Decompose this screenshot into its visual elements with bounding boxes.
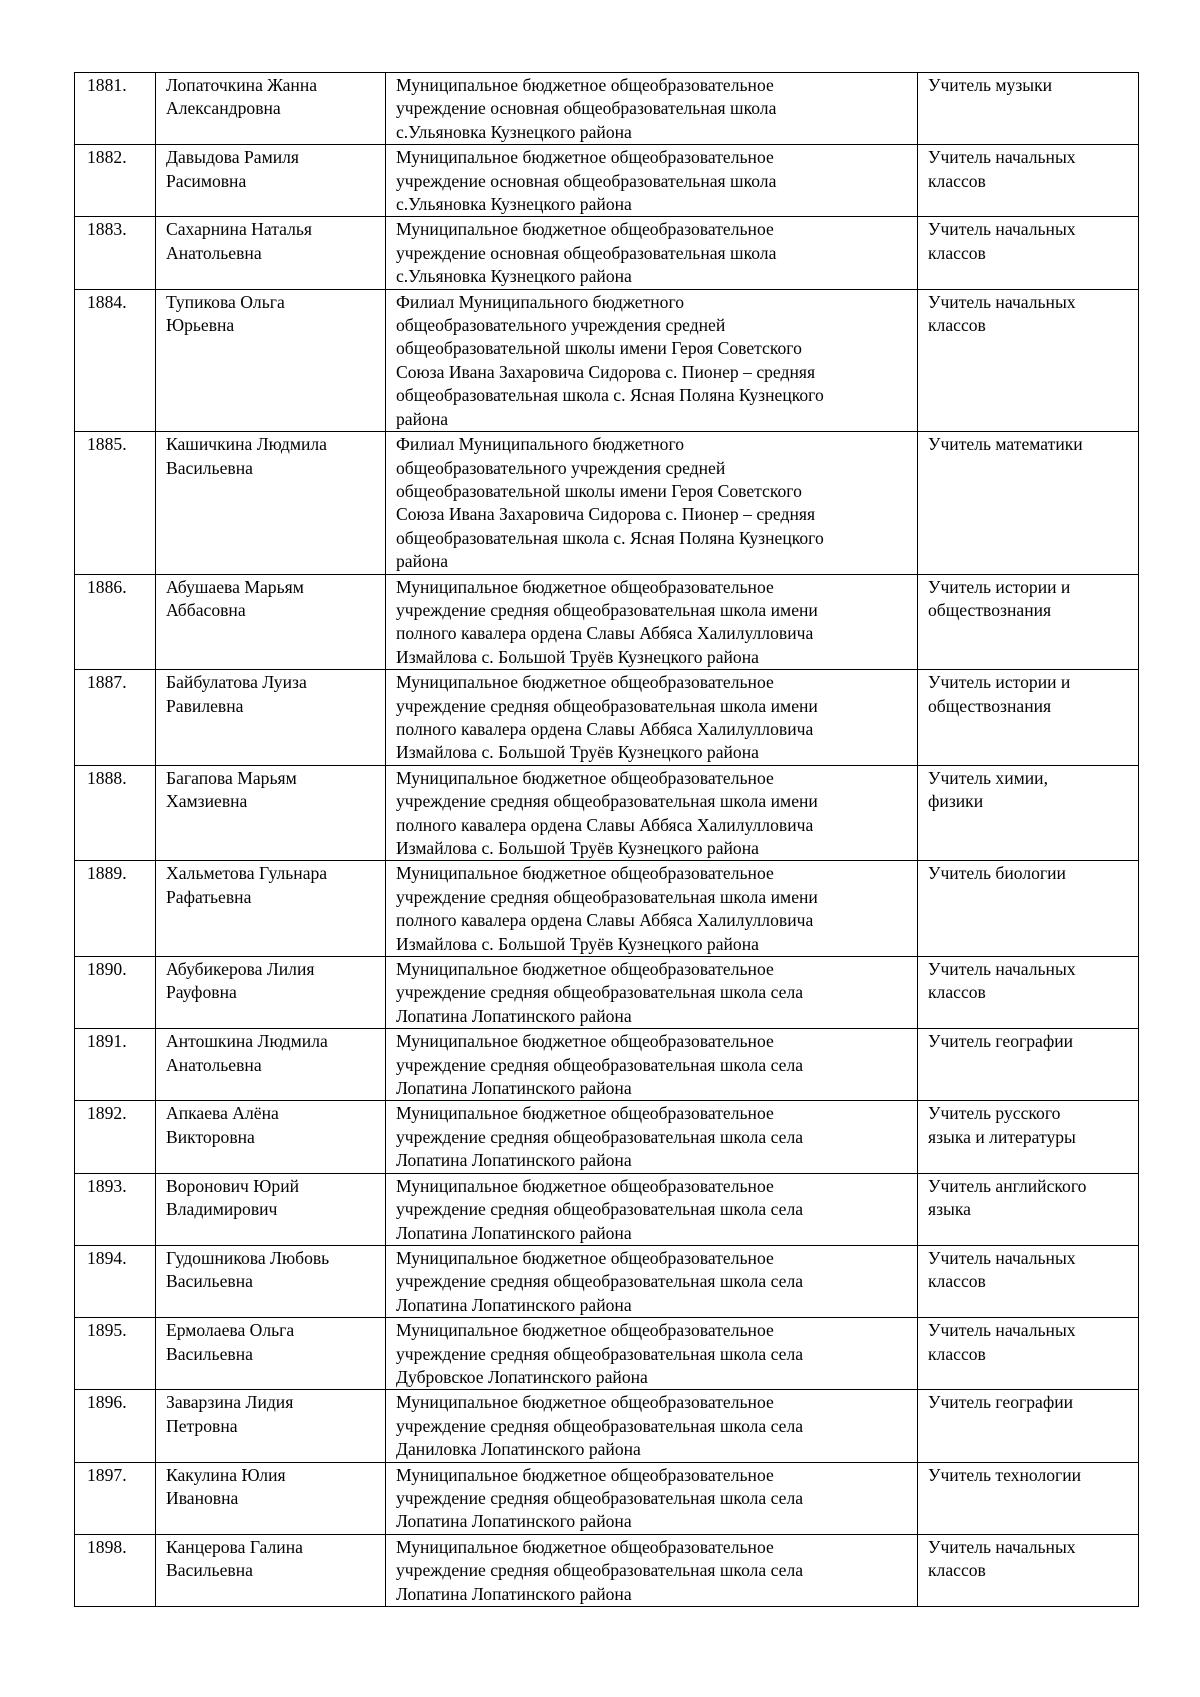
- teacher-name-cell: [156, 670, 386, 766]
- school-name-line: полного кавалера ордена Славы Аббяса Халилулловича: [396, 718, 814, 739]
- teacher-name-cell: [156, 1029, 386, 1101]
- table-row: [75, 861, 1139, 957]
- teacher-name-line: Воронович Юрий: [166, 1175, 300, 1196]
- school-name-line: Муниципальное бюджетное общеобразовательное: [396, 672, 774, 693]
- teacher-name-cell: [156, 217, 386, 289]
- position-line: Учитель биологии: [928, 863, 1066, 884]
- table-row: [75, 957, 1139, 1029]
- position-line: Учитель технологии: [928, 1464, 1082, 1485]
- school-name-line: учреждение средняя общеобразовательная школа села: [396, 1487, 804, 1508]
- teacher-name-line: Заварзина Лидия: [166, 1392, 294, 1413]
- school-cell: [386, 1245, 918, 1317]
- table-row: [75, 289, 1139, 431]
- school-name-line: Муниципальное бюджетное общеобразовательное: [396, 576, 774, 597]
- school-name-line: учреждение средняя общеобразовательная школа имени: [396, 599, 818, 620]
- table-row: [75, 73, 1139, 145]
- school-cell: [386, 1462, 918, 1534]
- row-number-cell: [75, 432, 156, 574]
- position-line: Учитель начальных: [928, 291, 1076, 312]
- row-number-cell: [75, 1534, 156, 1606]
- school-name-line: Лопатина Лопатинского района: [396, 1078, 632, 1099]
- school-name-line: Даниловка Лопатинского района: [396, 1439, 641, 1460]
- school-name-line: полного кавалера ордена Славы Аббяса Халилулловича: [396, 814, 814, 835]
- table-row: [75, 1318, 1139, 1390]
- school-name-line: общеобразовательная школа с. Ясная Поляна Кузнецкого: [396, 385, 824, 406]
- position-line: Учитель географии: [928, 1031, 1074, 1052]
- table-row: [75, 1173, 1139, 1245]
- school-cell: [386, 1173, 918, 1245]
- row-number: 1882.: [87, 147, 127, 168]
- position-line: Учитель начальных: [928, 959, 1076, 980]
- position-line: классов: [928, 315, 986, 336]
- school-name-line: Лопатина Лопатинского района: [396, 1294, 632, 1315]
- position-line: Учитель химии,: [928, 767, 1048, 788]
- row-number: 1881.: [87, 75, 127, 95]
- school-cell: [386, 1390, 918, 1462]
- teacher-name-line: Кашичкина Людмила: [166, 434, 327, 455]
- school-cell: [386, 1101, 918, 1173]
- position-line: обществознания: [928, 599, 1052, 620]
- school-name-line: Муниципальное бюджетное общеобразовательное: [396, 863, 774, 884]
- teacher-name-line: Васильевна: [166, 457, 253, 478]
- school-name-line: Муниципальное бюджетное общеобразовательное: [396, 959, 774, 980]
- teacher-name-line: Ермолаева Ольга: [166, 1320, 295, 1341]
- school-name-line: общеобразовательной школы имени Героя Советского: [396, 480, 802, 501]
- position-line: языка: [928, 1199, 971, 1220]
- teacher-name-line: Тупикова Ольга: [166, 291, 285, 312]
- school-name-line: Муниципальное бюджетное общеобразовательное: [396, 147, 774, 168]
- teachers-registry-table: [74, 72, 1139, 1607]
- teacher-name-line: Расимовна: [166, 170, 247, 191]
- school-name-line: учреждение средняя общеобразовательная школа имени: [396, 695, 818, 716]
- school-cell: [386, 145, 918, 217]
- table-row: [75, 145, 1139, 217]
- school-cell: [386, 1318, 918, 1390]
- table-row: [75, 765, 1139, 861]
- position-line: классов: [928, 170, 986, 191]
- row-number-cell: [75, 957, 156, 1029]
- teacher-name-cell: [156, 1534, 386, 1606]
- position-line: Учитель начальных: [928, 1536, 1076, 1557]
- teacher-name-cell: [156, 765, 386, 861]
- school-name-line: Союза Ивана Захаровича Сидорова с. Пионер – средняя: [396, 361, 816, 382]
- position-line: классов: [928, 1271, 986, 1292]
- position-cell: [918, 289, 1139, 431]
- table-row: [75, 432, 1139, 574]
- school-name-line: общеобразовательного учреждения средней: [396, 315, 726, 336]
- teacher-name-line: Хамзиевна: [166, 791, 248, 812]
- school-name-line: учреждение основная общеобразовательная школа: [396, 98, 777, 119]
- teacher-name-line: Багапова Марьям: [166, 767, 297, 788]
- teacher-name-cell: [156, 73, 386, 145]
- table-row: [75, 574, 1139, 670]
- teacher-name-line: Антошкина Людмила: [166, 1031, 328, 1052]
- position-cell: [918, 861, 1139, 957]
- row-number-cell: [75, 73, 156, 145]
- position-cell: [918, 670, 1139, 766]
- teacher-name-line: Байбулатова Луиза: [166, 672, 307, 693]
- position-line: Учитель географии: [928, 1392, 1074, 1413]
- school-name-line: Муниципальное бюджетное общеобразовательное: [396, 1175, 774, 1196]
- school-name-line: Муниципальное бюджетное общеобразовательное: [396, 1031, 774, 1052]
- teacher-name-cell: [156, 861, 386, 957]
- position-line: Учитель истории и: [928, 576, 1071, 597]
- row-number-cell: [75, 217, 156, 289]
- school-name-line: Муниципальное бюджетное общеобразовательное: [396, 219, 774, 240]
- school-name-line: полного кавалера ордена Славы Аббяса Халилулловича: [396, 623, 814, 644]
- position-line: Учитель математики: [928, 434, 1083, 455]
- row-number: 1887.: [87, 672, 127, 693]
- school-name-line: Муниципальное бюджетное общеобразовательное: [396, 1247, 774, 1268]
- teacher-name-line: Петровна: [166, 1415, 238, 1436]
- row-number: 1884.: [87, 291, 127, 312]
- position-line: классов: [928, 1560, 986, 1581]
- table-row: [75, 217, 1139, 289]
- position-cell: [918, 432, 1139, 574]
- teacher-name-cell: [156, 957, 386, 1029]
- teacher-name-line: Абубикерова Лилия: [166, 959, 315, 980]
- teacher-name-line: Анатольевна: [166, 242, 262, 263]
- position-cell: [918, 1173, 1139, 1245]
- teacher-name-line: Аббасовна: [166, 599, 246, 620]
- position-cell: [918, 1245, 1139, 1317]
- school-name-line: общеобразовательная школа с. Ясная Поляна Кузнецкого: [396, 527, 824, 548]
- school-name-line: Лопатина Лопатинского района: [396, 1005, 632, 1026]
- table-row: [75, 1390, 1139, 1462]
- school-name-line: с.Ульяновка Кузнецкого района: [396, 194, 632, 215]
- school-name-line: учреждение основная общеобразовательная школа: [396, 242, 777, 263]
- teacher-name-cell: [156, 1173, 386, 1245]
- table-row: [75, 670, 1139, 766]
- row-number: 1890.: [87, 959, 127, 980]
- school-name-line: учреждение средняя общеобразовательная школа села: [396, 1199, 804, 1220]
- teacher-name-line: Канцерова Галина: [166, 1536, 303, 1557]
- row-number-cell: [75, 1390, 156, 1462]
- teacher-name-line: Рауфовна: [166, 982, 237, 1003]
- school-cell: [386, 432, 918, 574]
- table-row: [75, 1029, 1139, 1101]
- position-line: классов: [928, 242, 986, 263]
- teacher-name-line: Викторовна: [166, 1126, 255, 1147]
- row-number-cell: [75, 670, 156, 766]
- school-name-line: с.Ульяновка Кузнецкого района: [396, 121, 632, 142]
- position-cell: [918, 1101, 1139, 1173]
- school-name-line: Лопатина Лопатинского района: [396, 1150, 632, 1171]
- position-line: Учитель музыки: [928, 75, 1053, 95]
- school-name-line: учреждение средняя общеобразовательная школа села: [396, 1054, 804, 1075]
- position-line: Учитель английского: [928, 1175, 1087, 1196]
- position-line: обществознания: [928, 695, 1052, 716]
- school-name-line: учреждение средняя общеобразовательная школа имени: [396, 886, 818, 907]
- teacher-name-line: Давыдова Рамиля: [166, 147, 299, 168]
- school-name-line: Союза Ивана Захаровича Сидорова с. Пионер – средняя: [396, 504, 816, 525]
- teacher-name-line: Васильевна: [166, 1560, 253, 1581]
- school-cell: [386, 765, 918, 861]
- position-line: Учитель начальных: [928, 1247, 1076, 1268]
- teacher-name-line: Юрьевна: [166, 315, 235, 336]
- teacher-name-cell: [156, 1101, 386, 1173]
- school-name-line: общеобразовательного учреждения средней: [396, 457, 726, 478]
- row-number-cell: [75, 861, 156, 957]
- position-cell: [918, 73, 1139, 145]
- teacher-name-cell: [156, 289, 386, 431]
- row-number: 1885.: [87, 434, 127, 455]
- row-number: 1897.: [87, 1464, 127, 1485]
- table-row: [75, 1462, 1139, 1534]
- teacher-name-cell: [156, 1245, 386, 1317]
- position-line: физики: [928, 791, 984, 812]
- school-name-line: Муниципальное бюджетное общеобразовательное: [396, 75, 774, 95]
- school-cell: [386, 957, 918, 1029]
- school-name-line: Лопатина Лопатинского района: [396, 1511, 632, 1532]
- school-name-line: учреждение средняя общеобразовательная школа села: [396, 982, 804, 1003]
- teacher-name-cell: [156, 1462, 386, 1534]
- position-cell: [918, 217, 1139, 289]
- table-row: [75, 1101, 1139, 1173]
- school-name-line: Муниципальное бюджетное общеобразовательное: [396, 1392, 774, 1413]
- position-line: Учитель начальных: [928, 1320, 1076, 1341]
- school-name-line: Измайлова с. Большой Труёв Кузнецкого района: [396, 838, 759, 858]
- teacher-name-line: Абушаева Марьям: [166, 576, 304, 597]
- row-number-cell: [75, 765, 156, 861]
- row-number: 1891.: [87, 1031, 127, 1052]
- school-name-line: учреждение средняя общеобразовательная школа села: [396, 1560, 804, 1581]
- teacher-name-cell: [156, 1390, 386, 1462]
- school-name-line: учреждение средняя общеобразовательная школа села: [396, 1271, 804, 1292]
- row-number: 1889.: [87, 863, 127, 884]
- school-name-line: учреждение средняя общеобразовательная школа села: [396, 1126, 804, 1147]
- position-line: Учитель начальных: [928, 219, 1076, 240]
- position-cell: [918, 1390, 1139, 1462]
- row-number-cell: [75, 1029, 156, 1101]
- position-cell: [918, 1029, 1139, 1101]
- table-row: [75, 1534, 1139, 1606]
- row-number-cell: [75, 574, 156, 670]
- teacher-name-cell: [156, 432, 386, 574]
- school-name-line: учреждение средняя общеобразовательная школа села: [396, 1343, 804, 1364]
- teacher-name-line: Анатольевна: [166, 1054, 262, 1075]
- school-name-line: Муниципальное бюджетное общеобразовательное: [396, 767, 774, 788]
- school-name-line: Измайлова с. Большой Труёв Кузнецкого района: [396, 742, 759, 763]
- row-number: 1893.: [87, 1175, 127, 1196]
- school-name-line: Муниципальное бюджетное общеобразовательное: [396, 1320, 774, 1341]
- position-line: классов: [928, 1343, 986, 1364]
- school-name-line: района: [396, 408, 449, 429]
- position-cell: [918, 1462, 1139, 1534]
- teacher-name-line: Апкаева Алёна: [166, 1103, 279, 1124]
- school-cell: [386, 73, 918, 145]
- school-name-line: Измайлова с. Большой Труёв Кузнецкого района: [396, 646, 759, 667]
- row-number-cell: [75, 289, 156, 431]
- position-line: языка и литературы: [928, 1126, 1076, 1147]
- school-name-line: Лопатина Лопатинского района: [396, 1583, 632, 1604]
- position-cell: [918, 957, 1139, 1029]
- school-cell: [386, 1534, 918, 1606]
- school-name-line: Дубровское Лопатинского района: [396, 1366, 648, 1387]
- row-number: 1896.: [87, 1392, 127, 1413]
- teacher-name-cell: [156, 145, 386, 217]
- teacher-name-line: Сахарнина Наталья: [166, 219, 312, 240]
- position-line: классов: [928, 982, 986, 1003]
- school-name-line: с.Ульяновка Кузнецкого района: [396, 266, 632, 287]
- school-cell: [386, 574, 918, 670]
- teacher-name-line: Какулина Юлия: [166, 1464, 286, 1485]
- school-name-line: района: [396, 551, 449, 572]
- school-name-line: Муниципальное бюджетное общеобразовательное: [396, 1103, 774, 1124]
- row-number: 1895.: [87, 1320, 127, 1341]
- position-line: Учитель русского: [928, 1103, 1061, 1124]
- teacher-name-line: Александровна: [166, 98, 281, 119]
- school-name-line: Филиал Муниципального бюджетного: [396, 434, 685, 455]
- row-number: 1883.: [87, 219, 127, 240]
- position-cell: [918, 145, 1139, 217]
- school-name-line: учреждение основная общеобразовательная школа: [396, 170, 777, 191]
- school-name-line: Филиал Муниципального бюджетного: [396, 291, 685, 312]
- row-number-cell: [75, 1173, 156, 1245]
- teacher-name-line: Владимирович: [166, 1199, 278, 1220]
- teacher-name-line: Гудошникова Любовь: [166, 1247, 330, 1268]
- row-number: 1898.: [87, 1536, 127, 1557]
- row-number-cell: [75, 145, 156, 217]
- table-body: [75, 73, 1139, 1607]
- teacher-name-line: Равилевна: [166, 695, 244, 716]
- school-cell: [386, 289, 918, 431]
- school-name-line: учреждение средняя общеобразовательная школа имени: [396, 791, 818, 812]
- table-row: [75, 1245, 1139, 1317]
- row-number-cell: [75, 1462, 156, 1534]
- row-number: 1894.: [87, 1247, 127, 1268]
- row-number: 1886.: [87, 576, 127, 597]
- row-number-cell: [75, 1245, 156, 1317]
- teacher-name-line: Ивановна: [166, 1487, 239, 1508]
- row-number: 1888.: [87, 767, 127, 788]
- position-line: Учитель начальных: [928, 147, 1076, 168]
- school-name-line: Лопатина Лопатинского района: [396, 1222, 632, 1243]
- school-cell: [386, 1029, 918, 1101]
- teacher-name-cell: [156, 574, 386, 670]
- row-number: 1892.: [87, 1103, 127, 1124]
- position-cell: [918, 574, 1139, 670]
- teacher-name-line: Васильевна: [166, 1343, 253, 1364]
- school-name-line: Муниципальное бюджетное общеобразовательное: [396, 1464, 774, 1485]
- school-name-line: учреждение средняя общеобразовательная школа села: [396, 1415, 804, 1436]
- school-cell: [386, 670, 918, 766]
- row-number-cell: [75, 1318, 156, 1390]
- school-name-line: общеобразовательной школы имени Героя Советского: [396, 338, 802, 359]
- teacher-name-line: Рафатьевна: [166, 886, 252, 907]
- school-cell: [386, 217, 918, 289]
- row-number-cell: [75, 1101, 156, 1173]
- position-cell: [918, 765, 1139, 861]
- position-cell: [918, 1318, 1139, 1390]
- teacher-name-line: Васильевна: [166, 1271, 253, 1292]
- teacher-name-line: Хальметова Гульнара: [166, 863, 328, 884]
- teacher-name-cell: [156, 1318, 386, 1390]
- position-line: Учитель истории и: [928, 672, 1071, 693]
- school-name-line: полного кавалера ордена Славы Аббяса Халилулловича: [396, 910, 814, 931]
- school-cell: [386, 861, 918, 957]
- school-name-line: Муниципальное бюджетное общеобразовательное: [396, 1536, 774, 1557]
- position-cell: [918, 1534, 1139, 1606]
- school-name-line: Измайлова с. Большой Труёв Кузнецкого района: [396, 933, 759, 954]
- teacher-name-line: Лопаточкина Жанна: [166, 75, 318, 95]
